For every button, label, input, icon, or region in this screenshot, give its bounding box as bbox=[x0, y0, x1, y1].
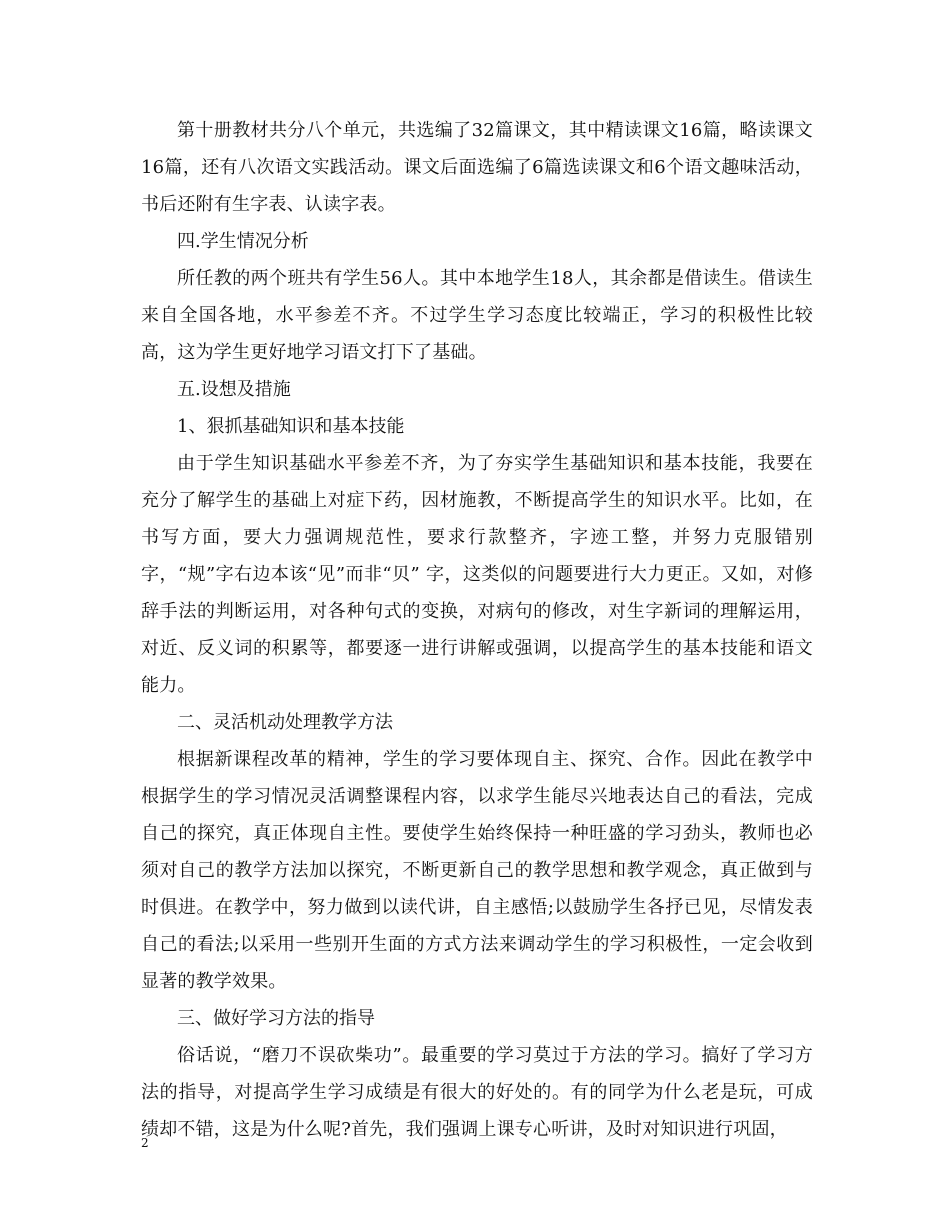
page-number: 2 bbox=[141, 1136, 149, 1150]
subheading-teaching-methods: 二、灵活机动处理教学方法 bbox=[177, 712, 393, 733]
paragraph-textbook-overview: 第十册教材共分八个单元，共选编了32篇课文，其中精读课文16篇，略读课文16篇，还有八次语文实践活动。课文后面选编了6篇选读课文和6个语文趣味活动，书后还附有生字表、认读字表。 bbox=[141, 120, 813, 215]
section-heading-measures: 五.设想及措施 bbox=[177, 379, 291, 400]
section-heading-student-analysis: 四.学生情况分析 bbox=[177, 231, 309, 252]
paragraph-student-analysis: 所任教的两个班共有学生56人。其中本地学生18人，其余都是借读生。借读生来自全国各地，水平参差不齐。不过学生学习态度比较端正，学习的积极性比较高，这为学生更好地学习语文打下了基础。 bbox=[141, 268, 813, 363]
document-body bbox=[141, 112, 813, 1148]
subheading-basic-skills: 1、狠抓基础知识和基本技能 bbox=[177, 416, 405, 437]
paragraph-study-methods: 俗话说，“磨刀不误砍柴功”。最重要的学习莫过于方法的学习。搞好了学习方法的指导，对提高学生学习成绩是有很大的好处的。有的同学为什么老是玩，可成绩却不错，这是为什么呢?首先，我们强调上课专心听讲，及时对知识进行巩固， bbox=[141, 1045, 813, 1140]
paragraph-teaching-methods: 根据新课程改革的精神，学生的学习要体现自主、探究、合作。因此在教学中根据学生的学习情况灵活调整课程内容，以求学生能尽兴地表达自己的看法，完成自己的探究，真正体现自主性。要使学生始终保持一种旺盛的学习劲头，教师也必须对自己的教学方法加以探究，不断更新自己的教学思想和教学观念，真正做到与时俱进。在教学中，努力做到以读代讲，自主感悟;以鼓励学生各抒已见，尽情发表自己的看法;以采用一些别开生面的方式方法来调动学生的学习积极性，一定会收到显著的教学效果。 bbox=[141, 749, 813, 992]
paragraph-basic-skills: 由于学生知识基础水平参差不齐，为了夯实学生基础知识和基本技能，我要在充分了解学生的基础上对症下药，因材施教，不断提高学生的知识水平。比如，在书写方面，要大力强调规范性，要求行款整齐，字迹工整，并努力克服错别字，“规”字右边本该“见”而非“贝” 字，这类似的问题要进行大力更正。又如，对修辞手法的判断运用，对各种句式的变换，对病句的修改，对生字新词的理解运用，对近、反义词的积累等，都要逐一进行讲解或强调，以提高学生的基本技能和语文能力。 bbox=[141, 453, 813, 696]
subheading-study-methods: 三、做好学习方法的指导 bbox=[177, 1008, 375, 1029]
